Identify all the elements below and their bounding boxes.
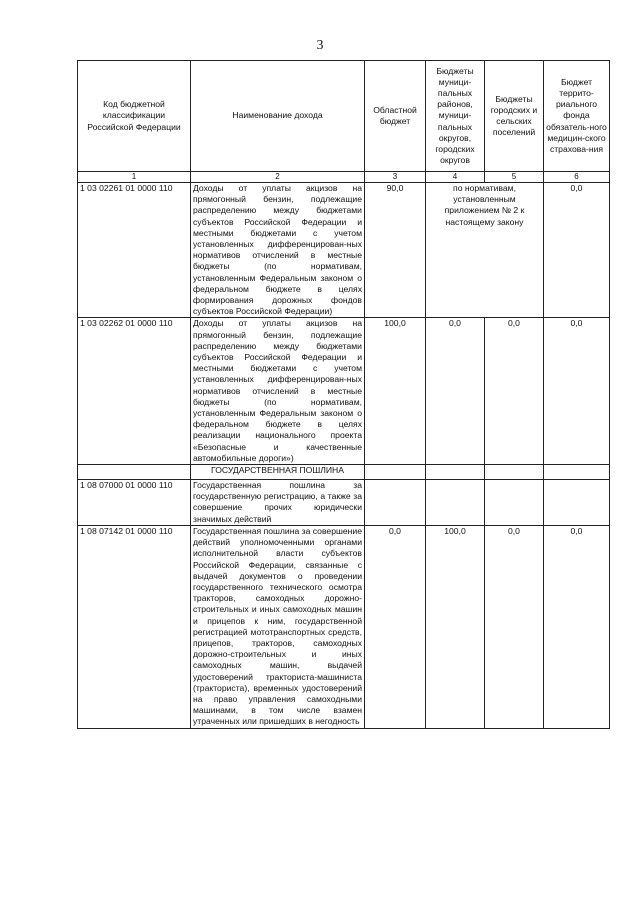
empty-cell [544,480,610,526]
header-row [78,61,610,172]
row-settlements-value: 0,0 [485,525,544,728]
row-fund-value: 0,0 [544,318,610,465]
header-name: Наименование дохода [191,61,365,172]
column-number: 1 [78,172,191,183]
header-code: Код бюджетной классификации Российской Федерации [78,61,191,172]
row-fund-value: 0,0 [544,183,610,318]
row-code: 1 08 07142 01 0000 110 [78,525,191,728]
header-municipal: Бюджеты муници-пальных районов, муници-пальных округов, городских округов [426,61,485,172]
row-municipal-value: 0,0 [426,318,485,465]
row-code: 1 03 02261 01 0000 110 [78,183,191,318]
row-name: Доходы от уплаты акцизов на прямогонный бензин, подлежащие распределению между бюджетами субъектов Российской Федерации и местными бюджетами с учетом установленных дифференцирован-ных нормативов отчислений в местные бюджеты (по нормативам, установленным Федеральным законом о федеральном бюджете в целях формирования дорожных фондов субъектов Российской Федерации) [191,183,365,318]
empty-cell [426,480,485,526]
row-name: Доходы от уплаты акцизов на прямогонный бензин, подлежащие распределению между бюджетами субъектов Российской Федерации и местными бюджетами с учетом установленных дифференцирован-ных нормативов отчислений в местные бюджеты (по нормативам, установленным Федеральным законом о федеральном бюджете в целях реализации национального проекта «Безопасные и качественные автомобильные дороги») [191,318,365,465]
column-number-row [78,172,610,183]
row-merged-note: по нормативам, установленным приложением № 2 к настоящему закону [426,183,544,318]
empty-cell [78,465,191,480]
section-title: ГОСУДАРСТВЕННАЯ ПОШЛИНА [191,465,365,480]
column-number: 3 [365,172,426,183]
header-settlements: Бюджеты городских и сельских поселений [485,61,544,172]
row-regional-value: 90,0 [365,183,426,318]
table-row [78,525,610,728]
row-regional-value: 100,0 [365,318,426,465]
column-number: 6 [544,172,610,183]
table-row [78,183,610,318]
page-number: 3 [316,38,324,53]
empty-cell [365,465,426,480]
header-medical-fund: Бюджет террито-риального фонда обязатель-ного медицин-ского страхова-ния [544,61,610,172]
column-number: 5 [485,172,544,183]
column-number: 2 [191,172,365,183]
row-name: Государственная пошлина за совершение действий уполномоченными органами исполнительной власти субъектов Российской Федерации, связанные с выдачей документов о проведении государственного технического осмотра тракторов, самоходных дорожно-строительных и иных самоходных машин и прицепов к ним, государственной регистрацией мототранспортных средств, прицепов, тракторов, самоходных дорожно-строительных и иных самоходных машин, выдачей удостоверений тракториста-машиниста (тракториста), временных удостоверений на право управления самоходными машинами, в том числе взамен утраченных или пришедших в негодность [191,525,365,728]
row-regional-value: 0,0 [365,525,426,728]
row-name: Государственная пошлина за государственную регистрацию, а также за совершение прочих юридически значимых действий [191,480,365,526]
table-row [78,480,610,526]
row-fund-value: 0,0 [544,525,610,728]
row-code: 1 08 07000 01 0000 110 [78,480,191,526]
section-row [78,465,610,480]
empty-cell [485,480,544,526]
empty-cell [365,480,426,526]
table-row [78,318,610,465]
row-settlements-value: 0,0 [485,318,544,465]
row-code: 1 03 02262 01 0000 110 [78,318,191,465]
empty-cell [544,465,610,480]
header-regional: Областной бюджет [365,61,426,172]
empty-cell [485,465,544,480]
empty-cell [426,465,485,480]
row-municipal-value: 100,0 [426,525,485,728]
revenue-distribution-table [77,60,610,729]
column-number: 4 [426,172,485,183]
